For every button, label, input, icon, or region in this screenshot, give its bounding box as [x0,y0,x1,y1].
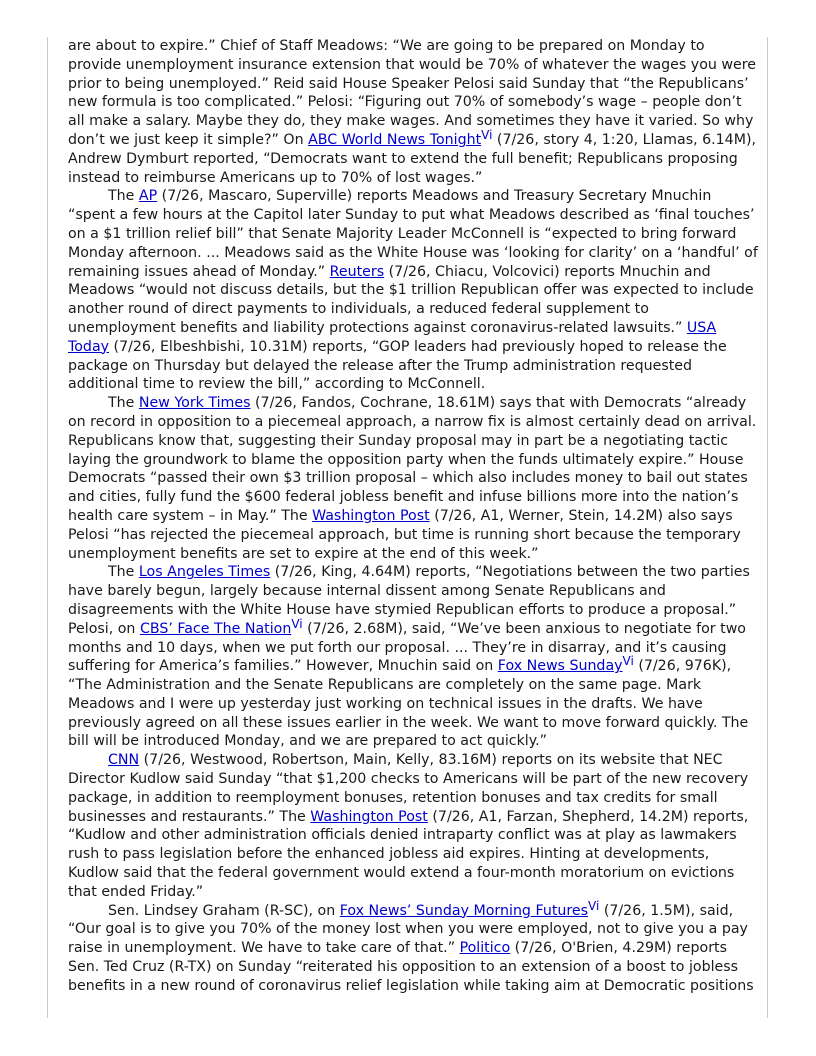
text-run: (7/26, Fandos, Cochrane, 18.61M) says that with Democrats “already on record in opposition to a piecemeal approach, a narrow fix is almost certainly dead on arrival. Republicans know that, suggesting their Sunday proposal may in part be a negotiating tactic laying the groundwork to blame the opposition party when the funds ultimately expire.” House Democrats “passed their own $3 trillion proposal – which also includes money to bail out states and cities, fully fund the $600 federal jobless benefit and infuse billions more into the nation’s health care system – in May.” The [68,395,757,524]
source-link-fox-news-sunday-morning-futures[interactable]: Fox News’ Sunday Morning Futures [339,902,589,919]
video-marker[interactable]: Vi [481,127,493,142]
paragraph-2 [68,187,758,394]
paragraph-3 [68,394,758,563]
text-run: (7/26, Westwood, Robertson, Main, Kelly, 83.16M) reports on its website that NEC Director Kudlow said Sunday “that $1,200 checks to Americans will be part of the new recovery package, in addition to reemployment bonuses, retention bonuses and tax credits for small businesses and restaurants.” The [68,752,749,825]
text-run: are about to expire.” Chief of Staff Meadows: “We are going to be prepared on Monday to provide unemployment insurance extension that would be 70% of whatever the wages you were prior to being unemployed.” Reid said House Speaker Pelosi said Sunday that “the Republicans’ new formula is too complicated.” Pelosi: “Figuring out 70% of somebody’s wage – people don’t all make a salary. Maybe they do, they make wages. And sometimes they have it varied. So why don’t we just keep it simple?” On [68,38,756,148]
video-marker[interactable]: Vi [588,898,600,913]
source-link-ap[interactable]: AP [138,188,158,205]
source-link-politico[interactable]: Politico [459,940,511,957]
video-marker[interactable]: Vi [291,616,303,631]
source-link-washington-post[interactable]: Washington Post [310,808,428,825]
paragraph-6 [68,898,758,996]
source-link-washington-post[interactable]: Washington Post [312,507,430,524]
source-link-usa-today[interactable]: USA Today [68,319,717,355]
source-link-reuters[interactable]: Reuters [329,263,385,280]
text-run: The [108,188,139,205]
text-run: (7/26, A1, Farzan, Shepherd, 14.2M) reports, “Kudlow and other administration officials denied intraparty conflict was at play as lawmakers rush to pass legislation before the enhanced jobless aid expires. Hinting at developments, Kudlow said that the federal government would extend a four-month moratorium on evictions that ended Friday.” [68,808,749,900]
source-link-los-angeles-times[interactable]: Los Angeles Times [138,564,271,581]
source-link-new-york-times[interactable]: New York Times [138,395,251,412]
text-run: (7/26, 976K), “The Administration and the Senate Republicans are completely on the same page. Mark Meadows and I were up yesterday just working on technical issues in the drafts. We have previously agreed on all these issues earlier in the week. We want to move forward quickly. The bill will be introduced Monday, and we are prepared to act quickly.” [68,658,749,750]
text-run: (7/26, 2.68M), said, “We’ve been anxious to negotiate for two months and 10 days, when we put forth our proposal. ... They’re in disarray, and it’s causing suffering for America’s families.” However, Mnuchin said on [68,620,746,675]
right-margin-rule [767,37,768,1018]
document-page [68,37,758,996]
source-link-cnn[interactable]: CNN [108,752,140,769]
text-run: (7/26, King, 4.64M) reports, “Negotiations between the two parties have barely begun, largely because internal dissent among Senate Republicans and disagreements with the White House have stymied Republican efforts to produce a proposal.” Pelosi, on [68,564,750,637]
text-run: (7/26, A1, Werner, Stein, 14.2M) also says Pelosi “has rejected the piecemeal approach, but time is running short because the temporary unemployment benefits are set to expire at the end of this week.” [68,507,741,562]
text-run: The [108,564,139,581]
text-run: The [108,395,139,412]
text-run: Sen. Lindsey Graham (R-SC), on [108,902,340,919]
text-run: (7/26, Mascaro, Superville) reports Meadows and Treasury Secretary Mnuchin “spent a few hours at the Capitol later Sunday to put what Meadows described as ‘final touches’ on a $1 trillion relief bill” that Senate Majority Leader McConnell is “expected to bring forward Monday afternoon. ... Meadows said as the White House was ‘looking for clarity’ on a ‘handful’ of remaining issues ahead of Monday.” [68,188,758,280]
paragraph-5 [68,751,758,901]
source-link-cbs-face-the-nation[interactable]: CBS’ Face The Nation [139,620,292,637]
text-run: (7/26, Chiacu, Volcovici) reports Mnuchin and Meadows “would not discuss details, but the $1 trillion Republican offer was expected to include another round of direct payments to individuals, a reduced federal supplement to unemployment benefits and liability protections against coronavirus-related lawsuits.” [68,263,754,336]
source-link-fox-news-sunday[interactable]: Fox News Sunday [497,658,623,675]
text-run: (7/26, 1.5M), said, “Our goal is to give you 70% of the money lost when you were employed, not to give you a pay raise in unemployment. We have to take care of that.” [68,902,748,957]
source-link-abc-world-news-tonight[interactable]: ABC World News Tonight [308,131,482,148]
text-run: (7/26, Elbeshbishi, 10.31M) reports, “GOP leaders had previously hoped to release the package on Thursday but delayed the release after the Trump administration requested additional time to review the bill,” according to McConnell. [68,338,727,393]
text-run: (7/26, O'Brien, 4.29M) reports Sen. Ted Cruz (R-TX) on Sunday “reiterated his opposition to an extension of a boost to jobless benefits in a new round of coronavirus relief legislation while taking aim at Democratic positions [68,940,754,994]
left-margin-rule [47,37,48,1018]
paragraph-4 [68,563,758,751]
video-marker[interactable]: Vi [622,654,634,669]
text-run: (7/26, story 4, 1:20, Llamas, 6.14M), Andrew Dymburt reported, “Democrats want to extend the full benefit; Republicans proposing instead to reimburse Americans up to 70% of lost wages.” [68,131,756,186]
paragraph-1 [68,37,758,187]
